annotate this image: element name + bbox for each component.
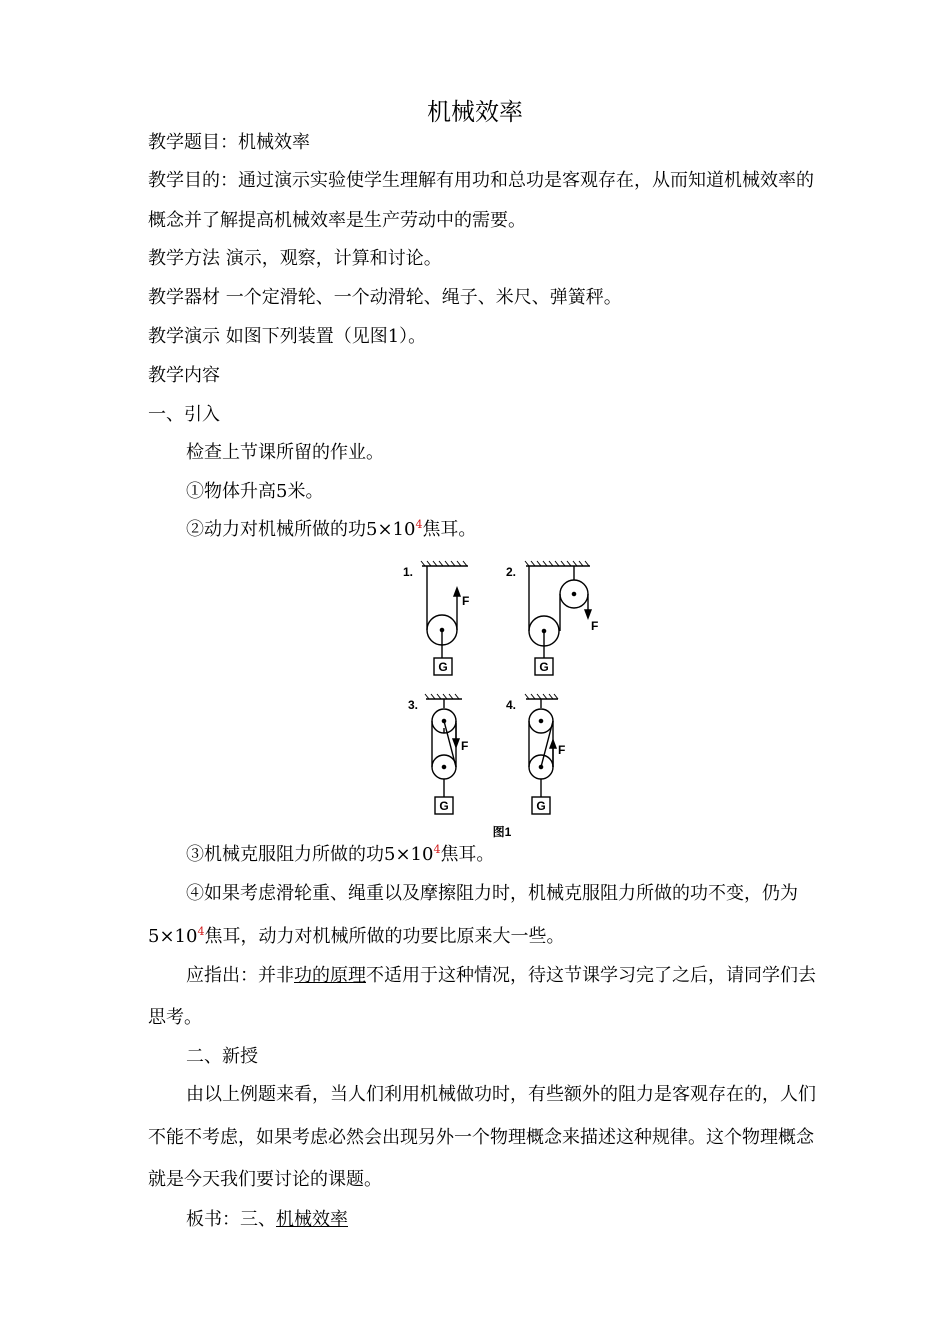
text-line-equipment: 教学器材 一个定滑轮、一个动滑轮、绳子、米尺、弹簧秤。	[148, 287, 622, 308]
figure-caption: 图1	[492, 825, 512, 839]
text-line-para3: 就是今天我们要讨论的课题。	[148, 1169, 382, 1190]
text-line-para1: 由以上例题来看，当人们利用机械做功时，有些额外的阻力是客观存在的，人们	[186, 1084, 816, 1105]
weight-label: G	[439, 799, 449, 813]
text-line-topic: 教学题目：机械效率	[148, 132, 310, 153]
exponent: 4	[433, 843, 441, 856]
text-line-content: 教学内容	[148, 365, 220, 386]
pulley-figure	[398, 558, 598, 848]
text-line-item1: ①物体升高5米。	[186, 481, 324, 502]
page-title: 机械效率	[427, 98, 523, 126]
underlined-term: 功的原理	[294, 965, 366, 986]
figure-label-4: 4.	[506, 698, 517, 712]
text-line-item3: ③机械克服阻力所做的功$5\times 10^4$焦耳。	[186, 843, 495, 865]
text-line-item4: ④如果考虑滑轮重、绳重以及摩擦阻力时，机械克服阻力所做的功不变，仍为	[186, 883, 798, 904]
force-label: F	[461, 739, 469, 753]
text-line-homework: 检查上节课所留的作业。	[186, 442, 384, 463]
weight-label: G	[536, 799, 546, 813]
weight-label: G	[438, 660, 448, 674]
text-line-note: 应指出：并非功的原理不适用于这种情况，待这节课学习完了之后，请同学们去	[186, 965, 816, 986]
text-line-purpose: 教学目的：通过演示实验使学生理解有用功和总功是客观存在，从而知道机械效率的	[148, 170, 814, 191]
force-label: F	[558, 743, 566, 757]
weight-label: G	[539, 660, 549, 674]
underlined-term: 机械效率	[276, 1209, 348, 1230]
section-heading-intro: 一、引入	[148, 404, 220, 425]
text-line-method: 教学方法 演示，观察，计算和讨论。	[148, 248, 442, 269]
section-heading-new: 二、新授	[186, 1046, 258, 1067]
figure-label-2: 2.	[506, 565, 517, 579]
text-line-note-cont: 思考。	[148, 1007, 202, 1028]
text-line-board: 板书：三、机械效率	[186, 1209, 348, 1230]
text-line-para2: 不能不考虑，如果考虑必然会出现另外一个物理概念来描述这种规律。这个物理概念	[148, 1127, 814, 1148]
exponent: 4	[197, 925, 205, 938]
exponent: 4	[415, 518, 423, 531]
text-line-demo: 教学演示 如图下列装置（见图1）。	[148, 326, 427, 347]
text-line-item4-cont: $5\times 10^4$焦耳，动力对机械所做的功要比原来大一些。	[148, 925, 565, 947]
force-label: F	[462, 594, 470, 608]
text-line-purpose-cont: 概念并了解提高机械效率是生产劳动中的需要。	[148, 210, 526, 231]
figure-label-3: 3.	[408, 698, 419, 712]
force-label: F	[591, 619, 598, 633]
text-line-item2: ②动力对机械所做的功$5\times 10^4$焦耳。	[186, 518, 477, 540]
figure-label-1: 1.	[403, 565, 414, 579]
